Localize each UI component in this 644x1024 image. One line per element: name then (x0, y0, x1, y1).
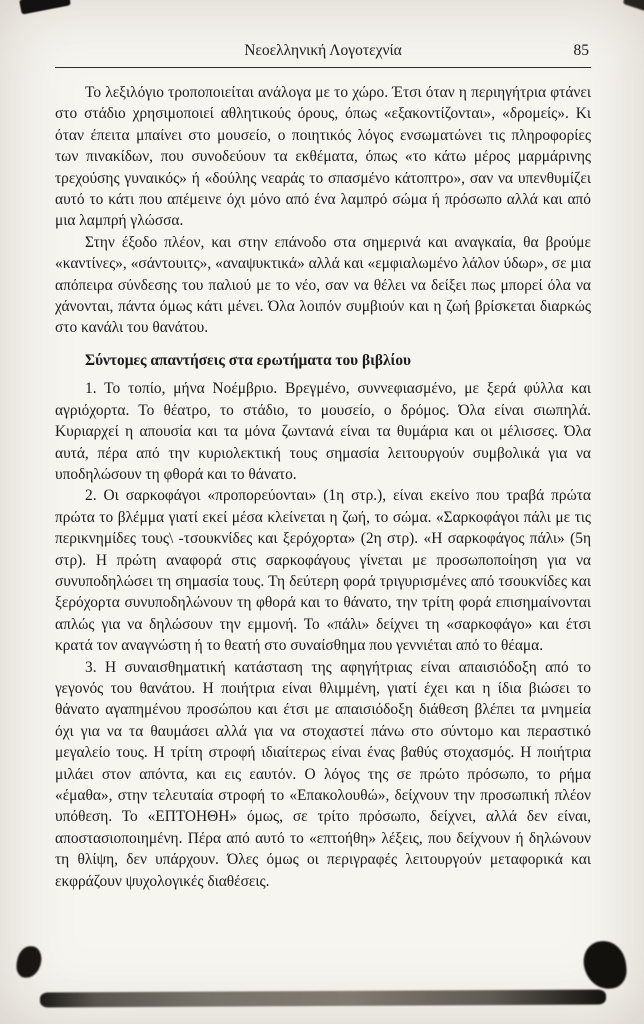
scan-artifact-top-right (623, 0, 644, 12)
paragraph-exodos: Στην έξοδο πλέον, και στην επάνοδο στα σημερινά και αναγκαία, θα βρούμε «καντίνες», «σάντουιτς», «αναψυκτικά» αλλά και «εμφιαλωμένο λάλον ύδωρ», σε μια απόπειρα σύνδεσης του παλιού με το νέο, σαν να θέλει να δείξει πως μπορεί όλα να χάνονται, πάντα όμως κάτι μένει. Όλα λοιπόν συμβιούν και η ζωή βρίσκεται διαρκώς στο κανάλι του θανάτου. (55, 233, 591, 337)
answer-paragraph-3: 3. Η συναισθηματική κατάσταση της αφηγήτριας είναι απαισιόδοξη από το γεγονός του θανάτου. Η ποιήτρια είναι θλιμμένη, γιατί έχει και η ίδια βιώσει το θάνατο αγαπημένου προσώπου και έτσι με απαισιόδοξη διάθεση βλέπει τα μνημεία όχι για να τα θαυμάσει αλλά για να στοχαστεί πάνω στο σύντομο και περαστικό μεγαλείο τους. Η τρίτη στροφή ιδιαίτερως είναι ένας βαθύς στοχασμός. Η ποιήτρια μιλάει στον απόντα, και εις εαυτόν. Ο λόγος της σε πρώτο πρόσωπο, το ρήμα «έμαθα», στην τελευταία στροφή το «Επακολουθώ», δείχνουν την προσωπική πλέον υπόθεση. Το «ΕΠΤΟΗΘΗ» όμως, σε τρίτο πρόσωπο, δείχνει, αλλά δεν είναι, αποστασιοποιημένη. Πέρα από αυτό το «επτοήθη» λέξεις, που δείχνουν ή δηλώνουν τη θλίψη, δεν υπάρχουν. Όλες όμως οι περιγραφές λειτουργούν μεταφορικά και εκφράζουν ψυχολογικές διαθέσεις. (55, 658, 591, 890)
answer-paragraph-1: 1. Το τοπίο, μήνα Νοέμβριο. Βρεγμένο, συννεφιασμένο, με ξερά φύλλα και αγριόχορτα. Το θέατρο, το στάδιο, το μουσείο, ο δρόμος. Όλα είναι σιωπηλά. Κυριαρχεί η απουσία και τα μόνα ζωντανά είναι τα θυμάρια και οι μέλισσες. Όλα αυτά, πέρα από την κυριολεκτική τους σημασία λειτουργούν συμβολικά για να υποδηλώσουν τη φθορά και το θάνατο. (55, 380, 591, 483)
scan-artifact-top-left (19, 0, 71, 15)
scan-artifact-bottom-right (582, 939, 629, 991)
running-header-title: Νεοελληνική Λογοτεχνία (244, 42, 402, 59)
answer-paragraph-2: 2. Οι σαρκοφάγοι «προπορεύονται» (1η στρ.), είναι εκείνο που τραβά πρώτα πρώτα το βλέμμα γιατί εκεί μέσα κλείνεται η ζωή, το σώμα. «Σαρκοφάγοι πάλι με τις περικνημίδες τους\ -τσουκνίδες και ξερόχορτα» (2η στρ). «Η σαρκοφάγος πάλι» (5η στρ). Η πρώτη αναφορά στις σαρκοφάγους γίνεται με προσωποποίηση για να συνυποδηλώσει τη σημασία τους. Τη δεύτερη φορά τριγυρισμένες από τσουκνίδες και ξερόχορτα συνυποδηλώνουν τη φθορά και το θάνατο, την τρίτη φορά επισημαίνονται απλώς για να δηλώσουν την εμμονή. Το «πάλι» δείχνει τη «σαρκοφάγο» και έτσι κρατά τον αναγνώστη ή το θεατή στο συναίσθημα που γεννιέται από το θέαμα. (55, 487, 591, 655)
header-rule (55, 67, 591, 68)
page-content (55, 42, 591, 892)
scan-artifact-bottom-band (40, 990, 606, 1008)
paragraph-lexilogio: Το λεξιλόγιο τροποποιείται ανάλογα με το χώρο. Έτσι όταν η περιηγήτρια φτάνει στο στάδιο χρησιμοποιεί αθλητικούς όρους, όπως «εξακοντίζονται», «δρομείς». Κι όταν έπειτα μπαίνει στο μουσείο, ο ποιητικός λόγος ενσωματώνει τις πληροφορίες των πινακίδων, που συνοδεύουν τα εκθέματα, όπως «το κάτω μέρος μαρμάρινης τρεχούσης γυναικός» ή «δούλης νεαράς το σπασμένο κάτοπτρο», σαν να υπενθυμίζει αυτό το κάτι που απέμεινε όχι μόνο από ένα λαμπρό σώμα ή πρόσωπο αλλά και από μια λαμπρή γλώσσα. (55, 84, 591, 230)
scan-artifact-bottom-left (15, 944, 43, 979)
section-heading: Σύντομες απαντήσεις στα ερωτήματα του βιβλίου (85, 351, 412, 369)
page-number: 85 (573, 42, 589, 59)
running-header (55, 42, 591, 64)
page-body-text (55, 82, 591, 892)
